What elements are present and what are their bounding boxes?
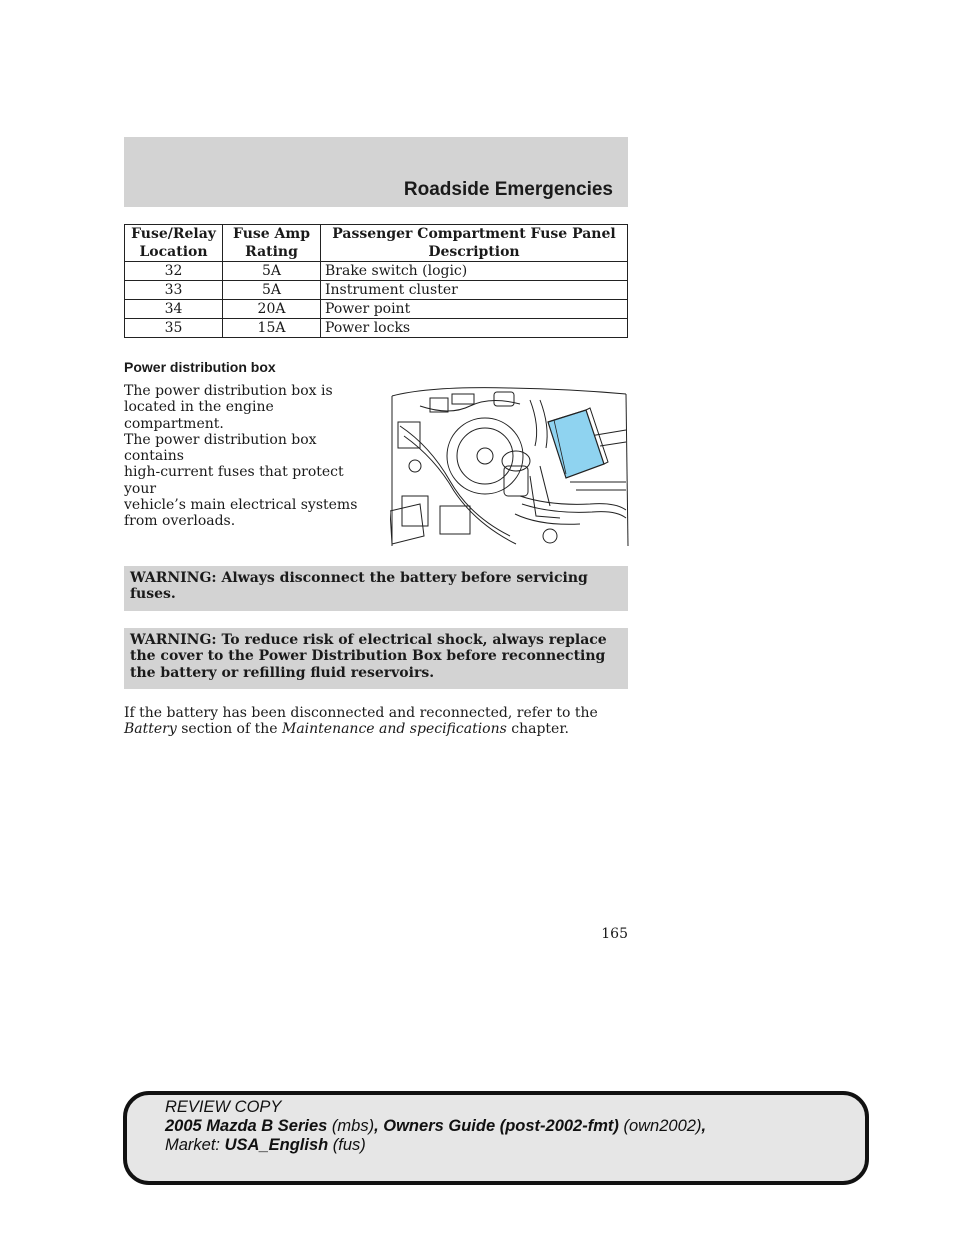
table-header-row	[125, 225, 628, 262]
table-row	[125, 281, 628, 300]
warning-line: the cover to the Power Distribution Box before reconnecting	[130, 648, 606, 665]
header-text: Fuse Amp	[233, 226, 310, 242]
review-copy-footer	[123, 1091, 869, 1185]
page-number: 165	[601, 926, 628, 942]
guide-name: Owners Guide (post-2002-fmt)	[383, 1117, 619, 1135]
table-row	[125, 319, 628, 338]
text-fragment: section of the	[176, 721, 282, 738]
model-code: (mbs)	[327, 1117, 375, 1135]
page-title: Roadside Emergencies	[403, 179, 613, 200]
warning-line: WARNING: To reduce risk of electrical shock, always replace	[130, 632, 607, 648]
engine-compartment-illustration	[390, 386, 630, 548]
footer-line-2	[165, 1117, 706, 1136]
cell-location: 32	[125, 262, 223, 281]
market-value: USA_English	[224, 1136, 329, 1154]
text-line: If the battery has been disconnected and reconnected, refer to the	[124, 705, 598, 721]
warning-box-battery	[124, 566, 628, 611]
battery-note-paragraph	[124, 705, 628, 738]
cell-description: Power locks	[321, 319, 628, 338]
separator: ,	[701, 1117, 707, 1135]
table-row	[125, 262, 628, 281]
text-line: The power distribution box is	[124, 383, 333, 399]
cell-rating: 5A	[223, 262, 321, 281]
review-copy-label: REVIEW COPY	[165, 1098, 282, 1116]
intro-paragraph	[124, 383, 376, 530]
header-band	[124, 137, 628, 207]
guide-code: (own2002)	[618, 1117, 702, 1135]
footer-line-3	[165, 1136, 706, 1155]
table-row	[125, 300, 628, 319]
market-code: (fus)	[328, 1136, 366, 1154]
text-line	[124, 721, 628, 737]
text-line: The power distribution box contains	[124, 431, 317, 465]
header-text: Description	[428, 244, 520, 260]
maintenance-chapter-reference: Maintenance and specifications	[281, 721, 507, 738]
text-line: located in the engine compartment.	[124, 399, 274, 432]
cell-description: Instrument cluster	[321, 281, 628, 300]
power-distribution-box-highlight	[548, 408, 608, 478]
cell-rating: 15A	[223, 319, 321, 338]
warning-line: WARNING: Always disconnect the battery before servicing	[130, 570, 588, 586]
header-text: Location	[139, 244, 208, 260]
header-text: Fuse/Relay	[131, 226, 216, 242]
column-header-rating	[223, 225, 321, 262]
header-text: Passenger Compartment Fuse Panel	[332, 226, 616, 242]
text-line: vehicle’s main electrical systems	[124, 497, 358, 514]
text-line: from overloads.	[124, 513, 236, 530]
cell-location: 34	[125, 300, 223, 319]
footer-text	[165, 1098, 706, 1155]
battery-section-reference: Battery	[124, 721, 177, 738]
separator: ,	[374, 1117, 384, 1135]
market-label: Market:	[165, 1136, 225, 1154]
column-header-location	[125, 225, 223, 262]
warning-box-shock	[124, 628, 628, 689]
cell-description: Power point	[321, 300, 628, 319]
cell-location: 35	[125, 319, 223, 338]
header-text: Rating	[245, 244, 298, 260]
text-fragment: chapter.	[506, 721, 569, 738]
warning-line: fuses.	[130, 586, 176, 603]
section-heading: Power distribution box	[124, 359, 276, 375]
cell-rating: 20A	[223, 300, 321, 319]
vehicle-model: 2005 Mazda B Series	[165, 1117, 328, 1135]
engine-drawing	[390, 386, 630, 548]
cell-location: 33	[125, 281, 223, 300]
cell-rating: 5A	[223, 281, 321, 300]
text-line: high-current fuses that protect your	[124, 464, 344, 497]
warning-line: the battery or refilling fluid reservoirs.	[130, 664, 435, 681]
cell-description: Brake switch (logic)	[321, 262, 628, 281]
column-header-description	[321, 225, 628, 262]
fuse-table	[124, 224, 628, 338]
